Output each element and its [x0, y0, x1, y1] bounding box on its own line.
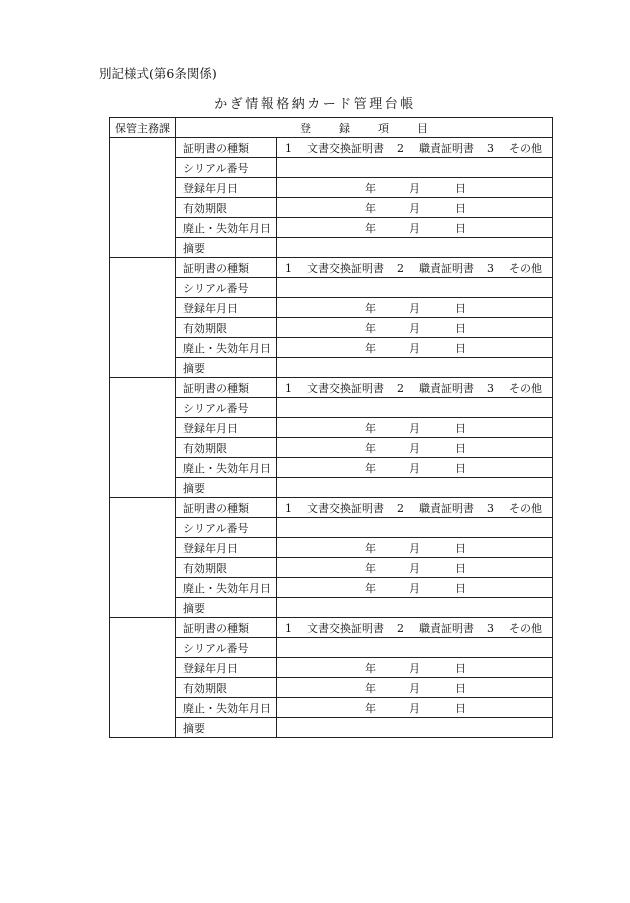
option-number: 2: [397, 381, 404, 395]
registered-date-cell[interactable]: [277, 658, 553, 678]
col-header-char: 録: [339, 121, 350, 135]
year-unit: 年: [365, 201, 376, 215]
item-label-summary: 摘要: [176, 718, 277, 738]
day-unit: 日: [455, 461, 466, 475]
cert-type-option[interactable]: [487, 500, 553, 516]
table-row: [110, 498, 553, 518]
item-label-registered: 登録年月日: [176, 178, 277, 198]
table-row: [110, 258, 553, 278]
item-label-serial: シリアル番号: [176, 398, 277, 418]
year-unit: 年: [365, 561, 376, 575]
registered-date-cell[interactable]: [277, 298, 553, 318]
cert-type-option[interactable]: [397, 260, 487, 276]
item-label-summary: 摘要: [176, 598, 277, 618]
item-label-revoked: 廃止・失効年月日: [176, 458, 277, 478]
registered-date-cell[interactable]: [277, 418, 553, 438]
table-row: [110, 158, 553, 178]
item-label-revoked: 廃止・失効年月日: [176, 698, 277, 718]
col-header-items: [176, 118, 553, 138]
item-label-cert-type: 証明書の種類: [176, 378, 277, 398]
month-unit: 月: [409, 221, 420, 235]
item-label-summary: 摘要: [176, 478, 277, 498]
table-row: [110, 198, 553, 218]
revoked-date-cell[interactable]: [277, 698, 553, 718]
table-row: [110, 538, 553, 558]
day-unit: 日: [455, 421, 466, 435]
item-label-registered: 登録年月日: [176, 418, 277, 438]
cert-type-options: [277, 498, 553, 518]
table-row: [110, 698, 553, 718]
day-unit: 日: [455, 701, 466, 715]
item-label-registered: 登録年月日: [176, 298, 277, 318]
item-label-valid-until: 有効期限: [176, 318, 277, 338]
valid-until-date-cell[interactable]: [277, 678, 553, 698]
option-label: その他: [509, 621, 542, 635]
col-header-dept: 保管主務課: [110, 118, 176, 138]
month-unit: 月: [409, 681, 420, 695]
summary-value-cell[interactable]: [277, 238, 553, 258]
table-row: [110, 518, 553, 538]
option-number: 3: [487, 621, 494, 635]
option-number: 2: [397, 141, 404, 155]
table-row: [110, 138, 553, 158]
month-unit: 月: [409, 461, 420, 475]
option-label: 職責証明書: [419, 621, 474, 635]
option-label: その他: [509, 501, 542, 515]
year-unit: 年: [365, 541, 376, 555]
table-row: [110, 438, 553, 458]
option-number: 3: [487, 261, 494, 275]
cert-type-option[interactable]: [487, 260, 553, 276]
month-unit: 月: [409, 561, 420, 575]
col-header-char: 項: [378, 121, 389, 135]
item-label-summary: 摘要: [176, 358, 277, 378]
cert-type-options: [277, 258, 553, 278]
serial-value-cell[interactable]: [277, 518, 553, 538]
table-row: [110, 338, 553, 358]
item-label-cert-type: 証明書の種類: [176, 618, 277, 638]
option-label: 文書交換証明書: [307, 381, 384, 395]
serial-value-cell[interactable]: [277, 158, 553, 178]
summary-value-cell[interactable]: [277, 718, 553, 738]
dept-cell[interactable]: [110, 498, 176, 618]
valid-until-date-cell[interactable]: [277, 438, 553, 458]
serial-value-cell[interactable]: [277, 398, 553, 418]
year-unit: 年: [365, 681, 376, 695]
year-unit: 年: [365, 701, 376, 715]
ledger-body: [110, 138, 553, 738]
table-row: [110, 718, 553, 738]
item-label-revoked: 廃止・失効年月日: [176, 578, 277, 598]
revoked-date-cell[interactable]: [277, 218, 553, 238]
revoked-date-cell[interactable]: [277, 458, 553, 478]
summary-value-cell[interactable]: [277, 598, 553, 618]
year-unit: 年: [365, 301, 376, 315]
option-number: 3: [487, 381, 494, 395]
cert-type-option[interactable]: [487, 140, 553, 156]
item-label-registered: 登録年月日: [176, 538, 277, 558]
year-unit: 年: [365, 221, 376, 235]
cert-type-options: [277, 618, 553, 638]
table-row: [110, 218, 553, 238]
valid-until-date-cell[interactable]: [277, 198, 553, 218]
day-unit: 日: [455, 581, 466, 595]
day-unit: 日: [455, 201, 466, 215]
cert-type-option[interactable]: [397, 380, 487, 396]
item-label-cert-type: 証明書の種類: [176, 258, 277, 278]
cert-type-option[interactable]: [397, 140, 487, 156]
cert-type-option[interactable]: [285, 500, 397, 516]
table-row: [110, 478, 553, 498]
option-label: その他: [509, 261, 542, 275]
day-unit: 日: [455, 681, 466, 695]
table-row: [110, 378, 553, 398]
ledger-table: [109, 117, 553, 738]
cert-type-option[interactable]: [487, 620, 553, 636]
table-row: [110, 418, 553, 438]
day-unit: 日: [455, 441, 466, 455]
valid-until-date-cell[interactable]: [277, 558, 553, 578]
option-label: 文書交換証明書: [307, 261, 384, 275]
cert-type-options: [277, 138, 553, 158]
year-unit: 年: [365, 341, 376, 355]
option-label: その他: [509, 381, 542, 395]
item-label-revoked: 廃止・失効年月日: [176, 338, 277, 358]
table-row: [110, 318, 553, 338]
cert-type-option[interactable]: [397, 620, 487, 636]
item-label-cert-type: 証明書の種類: [176, 498, 277, 518]
item-label-serial: シリアル番号: [176, 638, 277, 658]
serial-value-cell[interactable]: [277, 638, 553, 658]
table-row: [110, 598, 553, 618]
year-unit: 年: [365, 421, 376, 435]
month-unit: 月: [409, 541, 420, 555]
dept-cell[interactable]: [110, 378, 176, 498]
option-number: 2: [397, 501, 404, 515]
option-number: 2: [397, 261, 404, 275]
item-label-registered: 登録年月日: [176, 658, 277, 678]
year-unit: 年: [365, 441, 376, 455]
item-label-valid-until: 有効期限: [176, 678, 277, 698]
month-unit: 月: [409, 321, 420, 335]
table-row: [110, 618, 553, 638]
option-number: 3: [487, 141, 494, 155]
month-unit: 月: [409, 421, 420, 435]
cert-type-option[interactable]: [487, 380, 553, 396]
page-title: かぎ情報格納カード管理台帳: [214, 97, 416, 112]
table-row: [110, 278, 553, 298]
revoked-date-cell[interactable]: [277, 338, 553, 358]
option-label: 文書交換証明書: [307, 141, 384, 155]
month-unit: 月: [409, 301, 420, 315]
cert-type-option[interactable]: [397, 500, 487, 516]
item-label-serial: シリアル番号: [176, 518, 277, 538]
option-label: 職責証明書: [419, 141, 474, 155]
item-label-cert-type: 証明書の種類: [176, 138, 277, 158]
year-unit: 年: [365, 321, 376, 335]
day-unit: 日: [455, 181, 466, 195]
col-header-char: 登: [300, 121, 311, 135]
table-row: [110, 658, 553, 678]
option-label: その他: [509, 141, 542, 155]
summary-value-cell[interactable]: [277, 478, 553, 498]
col-header-char: 目: [417, 121, 428, 135]
option-label: 文書交換証明書: [307, 501, 384, 515]
month-unit: 月: [409, 341, 420, 355]
month-unit: 月: [409, 701, 420, 715]
table-row: [110, 398, 553, 418]
day-unit: 日: [455, 661, 466, 675]
registered-date-cell[interactable]: [277, 178, 553, 198]
day-unit: 日: [455, 221, 466, 235]
valid-until-date-cell[interactable]: [277, 318, 553, 338]
form-reference: 別記様式(第6条関係): [99, 66, 217, 81]
month-unit: 月: [409, 441, 420, 455]
table-row: [110, 678, 553, 698]
month-unit: 月: [409, 201, 420, 215]
day-unit: 日: [455, 321, 466, 335]
cert-type-option[interactable]: [285, 380, 397, 396]
table-row: [110, 558, 553, 578]
cert-type-options: [277, 378, 553, 398]
year-unit: 年: [365, 181, 376, 195]
item-label-serial: シリアル番号: [176, 158, 277, 178]
header-row: [110, 118, 553, 138]
day-unit: 日: [455, 561, 466, 575]
table-row: [110, 358, 553, 378]
option-label: 職責証明書: [419, 501, 474, 515]
day-unit: 日: [455, 541, 466, 555]
table-row: [110, 578, 553, 598]
option-number: 1: [285, 501, 292, 515]
month-unit: 月: [409, 181, 420, 195]
table-row: [110, 178, 553, 198]
revoked-date-cell[interactable]: [277, 578, 553, 598]
table-row: [110, 298, 553, 318]
table-row: [110, 638, 553, 658]
year-unit: 年: [365, 581, 376, 595]
registered-date-cell[interactable]: [277, 538, 553, 558]
summary-value-cell[interactable]: [277, 358, 553, 378]
option-label: 文書交換証明書: [307, 621, 384, 635]
day-unit: 日: [455, 301, 466, 315]
day-unit: 日: [455, 341, 466, 355]
item-label-summary: 摘要: [176, 238, 277, 258]
option-label: 職責証明書: [419, 261, 474, 275]
cert-type-option[interactable]: [285, 140, 397, 156]
item-label-valid-until: 有効期限: [176, 198, 277, 218]
item-label-revoked: 廃止・失効年月日: [176, 218, 277, 238]
option-number: 1: [285, 621, 292, 635]
table-row: [110, 238, 553, 258]
cert-type-option[interactable]: [285, 260, 397, 276]
dept-cell[interactable]: [110, 618, 176, 738]
month-unit: 月: [409, 581, 420, 595]
item-label-serial: シリアル番号: [176, 278, 277, 298]
option-number: 1: [285, 141, 292, 155]
option-label: 職責証明書: [419, 381, 474, 395]
month-unit: 月: [409, 661, 420, 675]
option-number: 2: [397, 621, 404, 635]
serial-value-cell[interactable]: [277, 278, 553, 298]
item-label-valid-until: 有効期限: [176, 438, 277, 458]
option-number: 1: [285, 381, 292, 395]
year-unit: 年: [365, 661, 376, 675]
dept-cell[interactable]: [110, 138, 176, 258]
option-number: 1: [285, 261, 292, 275]
option-number: 3: [487, 501, 494, 515]
item-label-valid-until: 有効期限: [176, 558, 277, 578]
table-row: [110, 458, 553, 478]
dept-cell[interactable]: [110, 258, 176, 378]
cert-type-option[interactable]: [285, 620, 397, 636]
year-unit: 年: [365, 461, 376, 475]
